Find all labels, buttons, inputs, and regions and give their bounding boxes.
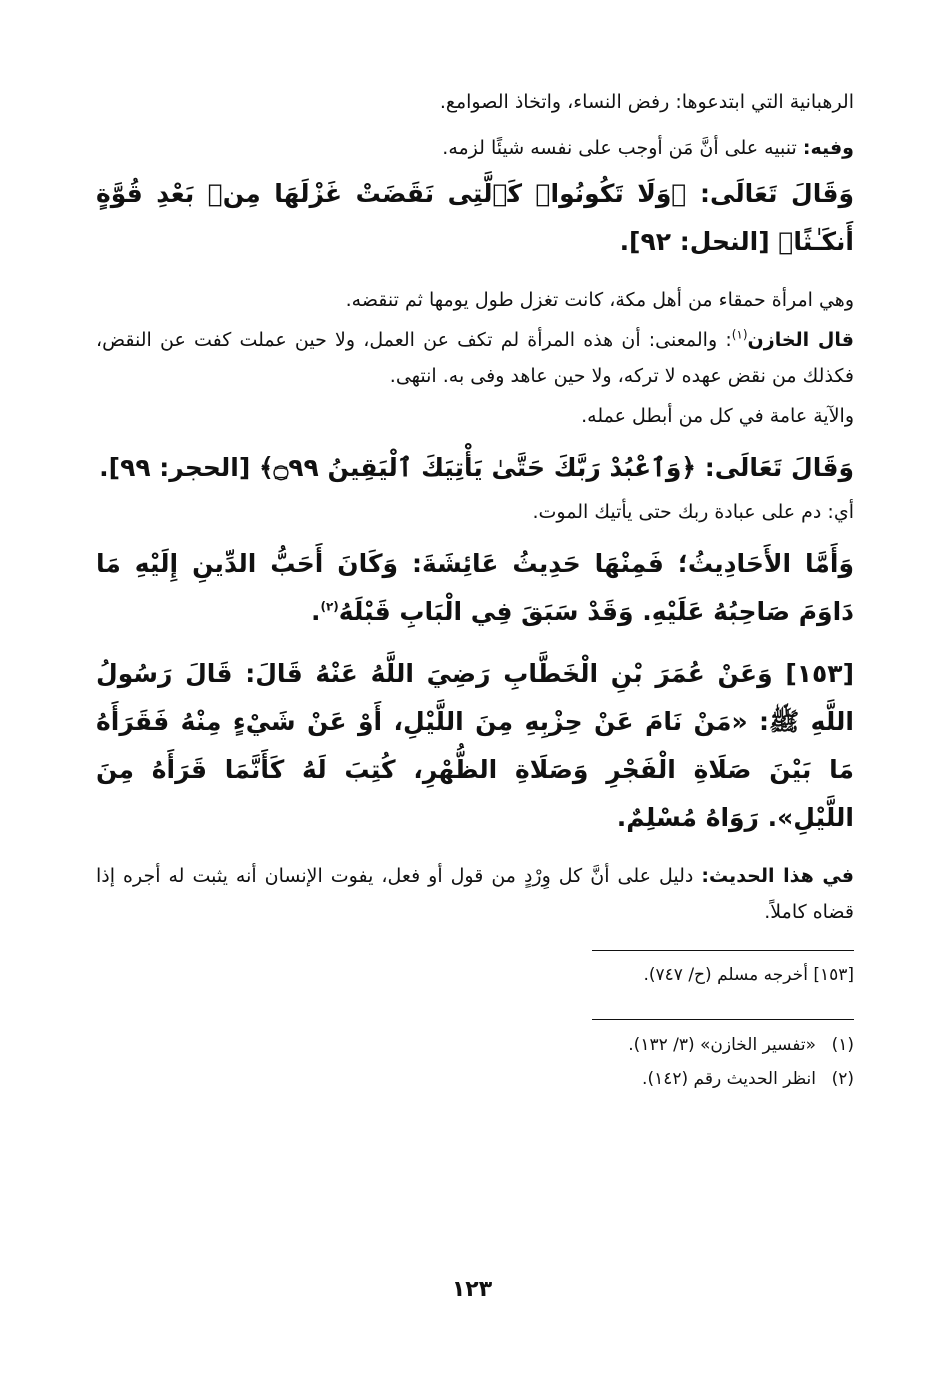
takhrij-divider: [592, 950, 854, 951]
khazin-text: : والمعنى: أن هذه المرأة لم تكف عن العمل، ولا حين عملت كفت عن النقض، فكذلك من نقض عهده لا تركه، ولا حين عاهد وفى به. انتهى.: [96, 329, 854, 387]
paragraph-hadith-benefit: [96, 858, 854, 930]
footnotes: [96, 1028, 854, 1096]
footnote-number: (١): [831, 1035, 854, 1055]
takhrij-note: [١٥٣] أخرجه مسلم (ح/ ٧٤٧).: [643, 965, 854, 985]
page-number: ١٢٣: [451, 1277, 493, 1302]
paragraph-verse-general: والآية عامة في كل من أبطل عمله.: [581, 405, 854, 427]
paragraph-note: [96, 130, 854, 166]
footnote-text: «تفسير الخازن» (٣/ ١٣٢).: [628, 1035, 816, 1055]
footnote-number: (٢): [831, 1069, 854, 1089]
paragraph-khazin: [96, 322, 854, 394]
paragraph-meaning: أي: دم على عبادة ربك حتى يأتيك الموت.: [532, 501, 854, 523]
footnote-text: انظر الحديث رقم (١٤٢).: [642, 1069, 816, 1089]
note-label: وفيه:: [802, 137, 854, 159]
paragraph-monasticism: الرهبانية التي ابتدعوها: رفض النساء، واتخاذ الصوامع.: [439, 91, 854, 113]
verse-nahl: وَقَالَ تَعَالَى: ﴿وَلَا تَكُونُوا۟ كَٱلَّتِى نَقَضَتْ غَزْلَهَا مِنۢ بَعْدِ قُوَّةٍ أَنكَـٰثًا﴾ [النحل: ٩٢].: [96, 179, 854, 256]
aisha-end: .: [310, 597, 321, 626]
verse-hijr: وَقَالَ تَعَالَى: ﴿وَٱعْبُدْ رَبَّكَ حَتَّىٰ يَأْتِيَكَ ٱلْيَقِينُ ۝٩٩﴾ [الحجر: ٩٩].: [99, 453, 854, 482]
aisha-text: وَأَمَّا الأَحَادِيثُ؛ فَمِنْهَا حَدِيثُ عَائِشَةَ: وَكَانَ أَحَبُّ الدِّينِ إِلَيْهِ مَا دَاوَمَ صَاحِبُهُ عَلَيْهِ. وَقَدْ سَبَقَ فِي الْبَابِ قَبْلَهُ: [96, 549, 854, 626]
benefit-label: في هذا الحديث:: [701, 865, 854, 887]
footnote-ref-2[interactable]: (٢): [320, 599, 339, 614]
paragraph-ahadith-aisha: [96, 540, 854, 636]
hadith-153: [١٥٣] وَعَنْ عُمَرَ بْنِ الْخَطَّابِ رَضِيَ اللَّهُ عَنْهُ قَالَ: قَالَ رَسُولُ اللَّهِ ﷺ: «مَنْ نَامَ عَنْ حِزْبِهِ مِنَ اللَّيْلِ، أَوْ عَنْ شَيْءٍ مِنْهُ فَقَرَأَهُ مَا بَيْنَ صَلَاةِ الْفَجْرِ وَصَلَاةِ الظُّهْرِ، كُتِبَ لَهُ كَأَنَّمَا قَرَأَهُ مِنَ اللَّيْلِ». رَوَاهُ مُسْلِمٌ.: [96, 659, 854, 832]
page-body: [96, 80, 854, 1340]
footnotes-divider: [592, 1019, 854, 1020]
footnote-ref-1[interactable]: (١): [731, 327, 748, 342]
paragraph-woman-of-mecca: وهي امرأة حمقاء من أهل مكة، كانت تغزل طول يومها ثم تنقضه.: [345, 289, 854, 311]
footnote-2: [96, 1062, 854, 1096]
note-text: تنبيه على أنَّ مَن أوجب على نفسه شيئًا لزمه.: [442, 137, 803, 159]
khazin-label: قال الخازن: [747, 329, 854, 351]
benefit-text: دليل على أنَّ كل وِرْدٍ من قول أو فعل، يفوت الإنسان أنه يثبت له أجره إذا قضاه كاملاً.: [96, 865, 854, 923]
footnote-1: [96, 1028, 854, 1062]
